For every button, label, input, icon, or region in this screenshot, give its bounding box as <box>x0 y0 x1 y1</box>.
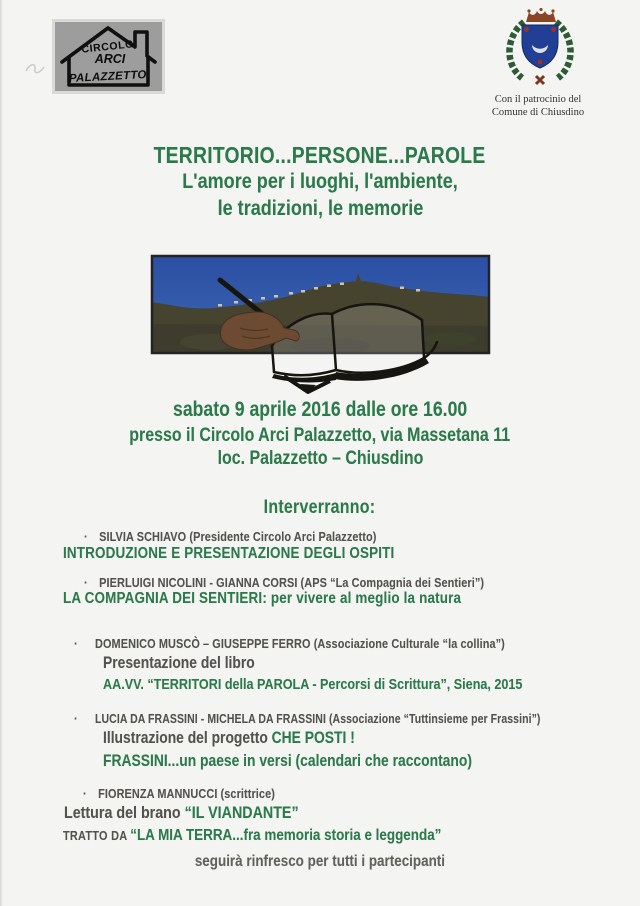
speaker-3-line2: Presentazione del libro <box>103 654 255 672</box>
bullet-icon: · <box>84 575 88 590</box>
footer-refreshments-line: seguirà rinfresco per tutti i partecipanti <box>194 853 446 870</box>
patronage-caption <box>458 93 618 119</box>
speaker-3-name: DOMENICO MUSCÒ – GIUSEPPE FERRO (Associazione Culturale “la collina”) <box>95 636 505 651</box>
speaker-5-line2: Lettura del brano “IL VIANDANTE” <box>64 803 299 822</box>
speaker-2-topic: LA COMPAGNIA DEI SENTIERI: per vivere al meglio la natura <box>63 590 462 607</box>
crown-icon <box>526 8 556 22</box>
event-date-line: sabato 9 aprile 2016 dalle ore 16.00 <box>172 398 468 421</box>
speaker-1-name-line <box>84 529 432 544</box>
speaker-5-name-line <box>83 786 312 801</box>
logo-text-palazzetto: PALAZZETTO <box>68 68 148 86</box>
speaker-4-name-line <box>74 711 629 726</box>
comune-di-chiusdino-crest <box>498 8 582 90</box>
event-venue-line: presso il Circolo Arci Palazzetto, via Massetana 11 <box>129 425 511 446</box>
bullet-icon: · <box>74 711 78 726</box>
bullet-icon: · <box>84 529 88 544</box>
speaker-4-line3: FRASSINI...un paese in versi (calendari che raccontano) <box>103 752 472 770</box>
scan-artifact <box>22 55 48 81</box>
bullet-icon: · <box>83 786 87 801</box>
speaker-5-line3: TRATTO DA “LA MIA TERRA...fra memoria storia e leggenda” <box>63 827 442 844</box>
speaker-1-name: SILVIA SCHIAVO (Presidente Circolo Arci Palazzetto) <box>99 529 377 544</box>
speaker-1-topic: INTRODUZIONE E PRESENTAZIONE DEGLI OSPITI <box>63 545 395 562</box>
poster-subtitle-1: L'amore per i luoghi, l'ambiente, <box>182 169 458 193</box>
poster-title: TERRITORIO...PERSONE...PAROLE <box>154 142 486 168</box>
speakers-heading: Interverranno: <box>264 497 376 518</box>
shield-icon <box>522 25 558 68</box>
bullet-icon: · <box>74 636 78 651</box>
circolo-arci-palazzetto-logo <box>52 19 165 94</box>
speaker-2-name-line <box>84 575 560 590</box>
event-location-line: loc. Palazzetto – Chiusdino <box>217 448 423 469</box>
poster-subtitle-2: le tradizioni, le memorie <box>217 196 423 220</box>
patronage-line1: Con il patrocinio del <box>494 94 582 105</box>
speaker-3-name-line <box>74 636 587 651</box>
hillside-writing-illustration <box>150 254 492 394</box>
speaker-4-name: LUCIA DA FRASSINI - MICHELA DA FRASSINI (Associazione “Tuttinsieme per Frassini”) <box>95 712 541 726</box>
patronage-line2: Comune di Chiusdino <box>491 107 585 118</box>
speaker-5-name: FIORENZA MANNUCCI (scrittrice) <box>98 786 275 801</box>
speaker-4-line2: Illustrazione del progetto CHE POSTI ! <box>103 729 355 747</box>
logo-text-arci: ARCI <box>94 52 126 66</box>
wreath-ribbon <box>536 76 544 84</box>
speaker-2-name: PIERLUIGI NICOLINI - GIANNA CORSI (APS “La Compagnia dei Sentieri”) <box>99 575 485 590</box>
logo-text-circolo: CIRCOLO <box>80 38 135 56</box>
speaker-3-line3: AA.VV. “TERRITORI della PAROLA - Percorsi di Scrittura”, Siena, 2015 <box>103 676 523 693</box>
